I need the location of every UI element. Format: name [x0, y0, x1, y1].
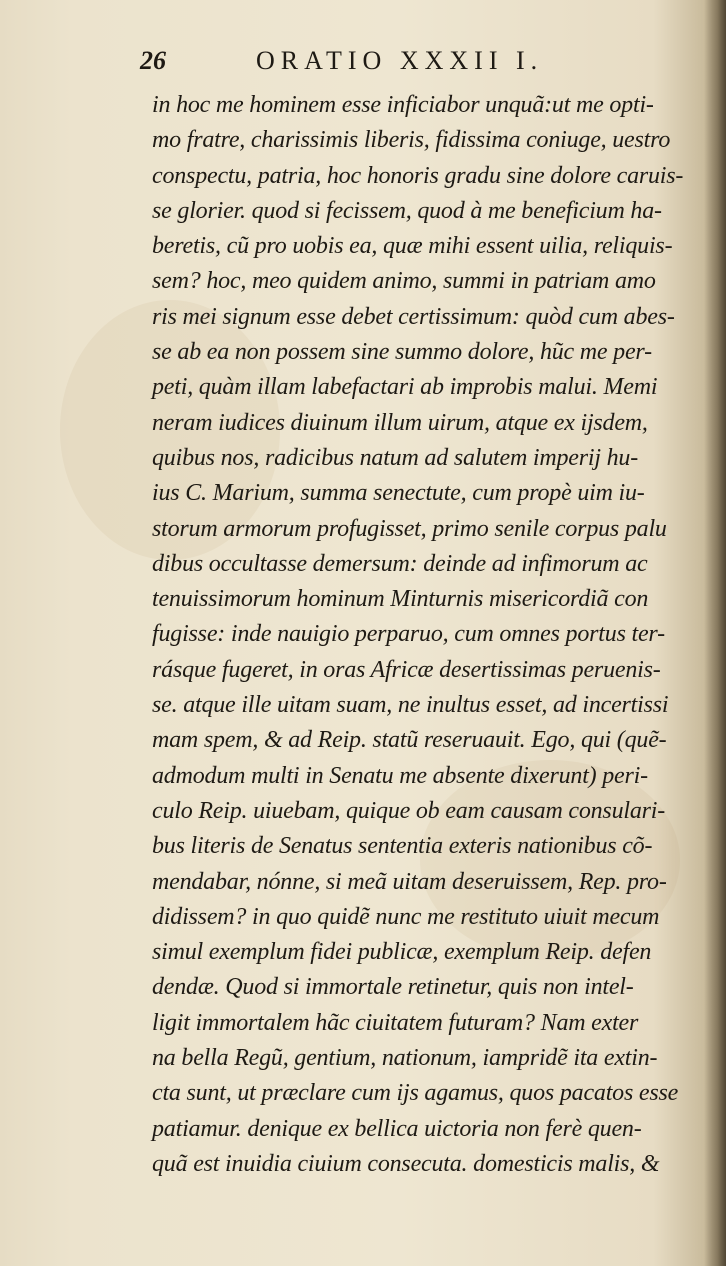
- text-line: quã est inuidia ciuium consecuta. domesticis malis, &: [152, 1150, 660, 1177]
- text-line: mendabar, nónne, si meã uitam deseruissem, Rep. pro-: [152, 868, 667, 895]
- text-line: mam spem, & ad Reip. statũ reseruauit. Ego, qui (quẽ-: [152, 727, 667, 754]
- text-line: dibus occultasse demersum: deinde ad infimorum ac: [152, 550, 648, 577]
- text-line: peti, quàm illam labefactari ab improbis malui. Memi: [152, 374, 658, 401]
- page-gutter-shadow: [704, 0, 726, 1266]
- text-line: ius C. Marium, summa senectute, cum propè uim iu-: [152, 480, 645, 507]
- text-line: fugisse: inde nauigio perparuo, cum omnes portus ter-: [152, 621, 665, 648]
- text-line: ris mei signum esse debet certissimum: quòd cum abes-: [152, 303, 675, 330]
- text-line: storum armorum profugisset, primo senile corpus palu: [152, 515, 667, 542]
- text-line: sem? hoc, meo quidem animo, summi in patriam amo: [152, 268, 656, 295]
- page-header: [140, 46, 580, 82]
- text-line: bus literis de Senatus sententia exteris nationibus cõ-: [152, 833, 653, 860]
- text-line: mo fratre, charissimis liberis, fidissima coniuge, uestro: [152, 127, 671, 154]
- text-line: patiamur. denique ex bellica uictoria non ferè quen-: [152, 1115, 642, 1142]
- text-line: se. atque ille uitam suam, ne inultus esset, ad incertissi: [152, 692, 669, 719]
- text-line: in hoc me hominem esse inficiabor unquã:ut me opti-: [152, 92, 654, 118]
- page-number: 26: [140, 46, 166, 75]
- running-head: ORATIO XXXII I.: [256, 46, 544, 75]
- text-line: admodum multi in Senatu me absente dixerunt) peri-: [152, 762, 648, 789]
- text-line: didissem? in quo quidẽ nunc me restituto uiuit mecum: [152, 903, 660, 930]
- text-line: simul exemplum fidei publicæ, exemplum Reip. defen: [152, 939, 652, 966]
- text-line: conspectu, patria, hoc honoris gradu sine dolore caruis-: [152, 162, 684, 189]
- text-line: tenuissimorum hominum Minturnis misericordiã con: [152, 586, 649, 613]
- text-line: culo Reip. uiuebam, quique ob eam causam consulari-: [152, 797, 666, 824]
- text-line: quibus nos, radicibus natum ad salutem imperij hu-: [152, 444, 638, 471]
- text-line: rásque fugeret, in oras Africæ desertissimas peruenis-: [152, 656, 661, 683]
- text-line: ligit immortalem hãc ciuitatem futuram? Nam exter: [152, 1009, 639, 1036]
- body-text: [152, 88, 692, 1182]
- text-line: na bella Regũ, gentium, nationum, iampridẽ ita extin-: [152, 1045, 658, 1072]
- text-line: se ab ea non possem sine summo dolore, hũc me per-: [152, 339, 652, 366]
- text-line: se glorier. quod si fecissem, quod à me beneficium ha-: [152, 197, 662, 224]
- text-line: dendæ. Quod si immortale retinetur, quis non intel-: [152, 974, 634, 1001]
- text-line: neram iudices diuinum illum uirum, atque ex ijsdem,: [152, 409, 648, 436]
- text-line: cta sunt, ut præclare cum ijs agamus, quos pacatos esse: [152, 1080, 679, 1107]
- text-line: beretis, cũ pro uobis ea, quæ mihi essent uilia, reliquis-: [152, 233, 673, 260]
